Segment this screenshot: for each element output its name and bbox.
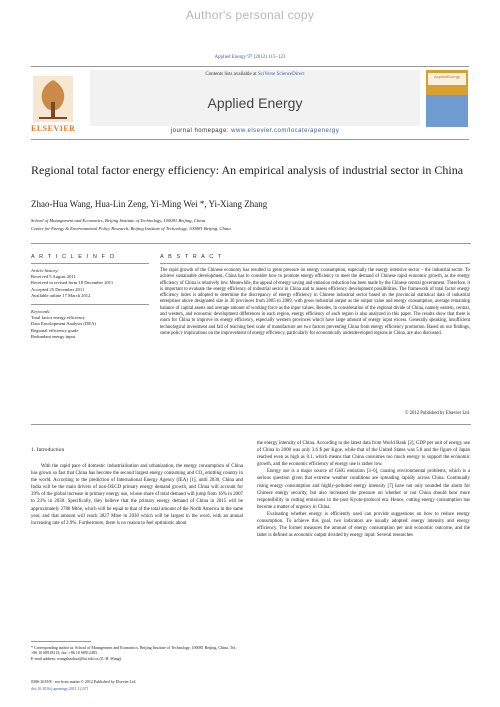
- keyword: Regional efficiency grade: [31, 327, 79, 333]
- affiliation-2: Center for Energy & Environmental Policy Research, Beijing Institute of Technology, 100081 Beijing, China: [31, 226, 231, 231]
- keyword: Redundant energy input: [31, 333, 76, 339]
- body-paragraph: Energy use is a major source of GHG emission [3–6], causing environmental problems, which is a serious question given that extreme weather conditions are spreading rapidly across China. Continually rising energy consumption and highly-polluted energy intensity [7] have not only sounded the alarm for Chinese energy security, but also increased the pressure on whether or not China should bear more responsibility in cutting emissions in the post Kyoto-protocol era. Hence, cutting energy consumption has become a matter of urgency in China.: [257, 469, 470, 510]
- abstract-label: A B S T R A C T: [160, 254, 223, 260]
- body-paragraph: the energy intensity of China. According to the latest data from World Bank [2], GDP per unit of energy use of China in 2008 was only 3.6 $ per Kgoe, while that of the United States was 5.8 and the figure of Japan reached even as high as 8.1, which means that China consumes too much energy to support the economic growth, and the economic efficiency of energy use is rather low.: [257, 441, 470, 468]
- keywords-block: [31, 309, 151, 340]
- article-history: [31, 268, 151, 299]
- affiliation-1: School of Management and Economics, Beijing Institute of Technology, 100081 Beijing, China: [31, 218, 206, 223]
- article-authors: Zhao-Hua Wang, Hua-Lin Zeng, Yi-Ming Wei *, Yi-Xiang Zhang: [31, 199, 268, 209]
- journal-name: Applied Energy: [207, 95, 303, 111]
- contents-prefix: Contents lists available at: [205, 72, 258, 77]
- abstract-text: The rapid growth of the Chinese economy has resulted in great pressure on energy consumption, especially the energy intensive sector – the industrial sector. To achieve sustainable development, China has to consider how to promote energy efficiency to meet the demand of Chinese rapid economic growth, as the energy efficiency of China is relatively low. Meanwhile, the appeal of energy saving and emission reduction has been made by the Chinese central government. Therefore, it is important to evaluate the energy efficiency of industrial sector in China and to assess efficiency development possibilities. The framework of total factor energy efficiency index is adopted to determine the discrepancy of energy efficiency in Chinese industrial sector based on the provincial statistical data of industrial enterprises above designated size in 30 provinces from 2005 to 2009, with gross industrial output as the output value and energy consumption, average remaining balance of capital assets and average amount of working force as the input values. Besides, in consideration of the regional divide of China, namely eastern, central, and western, and economic development differences in each region, energy efficiency of each region is also analyzed in this paper. The results show that there is room for China to improve its energy efficiency, especially western provinces which have large amount of energy input excess. Generally speaking, insufficient technological investment and fall of reaching best scale of manufacture are two factors preventing China from energy efficiency promotion. Based on our findings, some policy implications on the improvement of energy efficiency, particularly for economically underdeveloped regions in China, are also discussed.: [160, 268, 471, 336]
- history-revised: Received in revised form 18 December 2011: [31, 280, 114, 286]
- cover-art: [426, 95, 468, 127]
- footnote-divider: [31, 641, 91, 642]
- contents-line: [90, 72, 420, 77]
- journal-homepage: [90, 128, 420, 134]
- history-received: Received 5 August 2011: [31, 274, 76, 280]
- elsevier-tree-logo-icon: [31, 72, 75, 130]
- cover-title: AppliedEnergy: [433, 74, 461, 79]
- divider: [31, 304, 149, 305]
- corresponding-author-note: * Corresponding author at: School of Management and Economics, Beijing Institute of Technology, 100081 Beijing, China. Tel.: +86 10 68918213; fax: +86 10 68912483.: [31, 645, 237, 656]
- body-paragraph: With the rapid pace of domestic industrialisation and urbanisation, the energy consumption of China has grown so fast that China has become the second largest energy consuming and CO₂ emitting country in the world. According to the prediction of International Energy Agency (IEA) [1], until 2030, China and India will be the main drivers of non-OECD primary energy demand growth, and China will account for 39% of the global increase in primary energy use, whose share of total demand will jump from 16% in 2007 to 23% in 2030. Specifically, they believe that the primary energy demand of China in 2015 will be approximately 2780 Mtoe, which will be equal to that of the total amount of the North America in the same year, and that amount will reach 3827 Mtoe in 2030 which will be largest in the word, with an annual increasing rate of 2.9%. Furthermore, there is no reason to feel optimistic about: [31, 464, 243, 526]
- article-title: Regional total factor energy efficiency: An empirical analysis of industrial sector in China: [31, 163, 464, 177]
- email-note: E-mail address: wangzhaohua@bit.edu.cn (Z.-H. Wang).: [31, 655, 122, 661]
- keyword: Total factor energy efficiency: [31, 315, 86, 321]
- divider: [160, 263, 470, 264]
- sciencedirect-link[interactable]: SciVerse ScienceDirect: [257, 72, 305, 77]
- divider: [31, 243, 471, 244]
- body-paragraph: Evaluating whether energy is efficiently used can provide suggestions on how to reduce energy consumption. To achieve this goal, two indicators are usually adopted: energy intensity and energy efficiency. The former measures the amount of energy consumption per unit economic outcome, and the latter is defined as economic output divided by energy input. Several researches: [257, 511, 470, 539]
- body-column-right: [257, 440, 470, 539]
- journal-citation: Applied Energy 97 (2012) 115–123: [214, 55, 286, 60]
- publisher-name: ELSEVIER: [31, 124, 76, 133]
- history-accepted: Accepted 25 December 2011: [31, 286, 85, 292]
- watermark-text: Author's personal copy: [185, 8, 315, 22]
- issn-line: 0306-2619/$ - see front matter © 2012 Published by Elsevier Ltd.: [31, 679, 137, 684]
- abstract-copyright: © 2012 Published by Elsevier Ltd.: [404, 411, 470, 416]
- homepage-link[interactable]: www.elsevier.com/locate/apenergy: [231, 128, 340, 134]
- divider: [31, 424, 471, 425]
- keyword: Data Envelopment Analysis (DEA): [31, 321, 96, 327]
- footnote: [31, 645, 243, 661]
- history-label: Article history:: [31, 268, 59, 273]
- article-info-label: A R T I C L E I N F O: [31, 254, 116, 260]
- history-online: Available online 17 March 2012: [31, 292, 91, 298]
- section-heading: 1. Introduction: [31, 447, 65, 453]
- body-column-left: [31, 463, 243, 527]
- keywords-label: Keywords:: [31, 309, 51, 314]
- doi-link[interactable]: doi:10.1016/j.apenergy.2011.12.071: [31, 686, 89, 691]
- divider: [31, 263, 149, 264]
- homepage-prefix: journal homepage:: [170, 128, 232, 134]
